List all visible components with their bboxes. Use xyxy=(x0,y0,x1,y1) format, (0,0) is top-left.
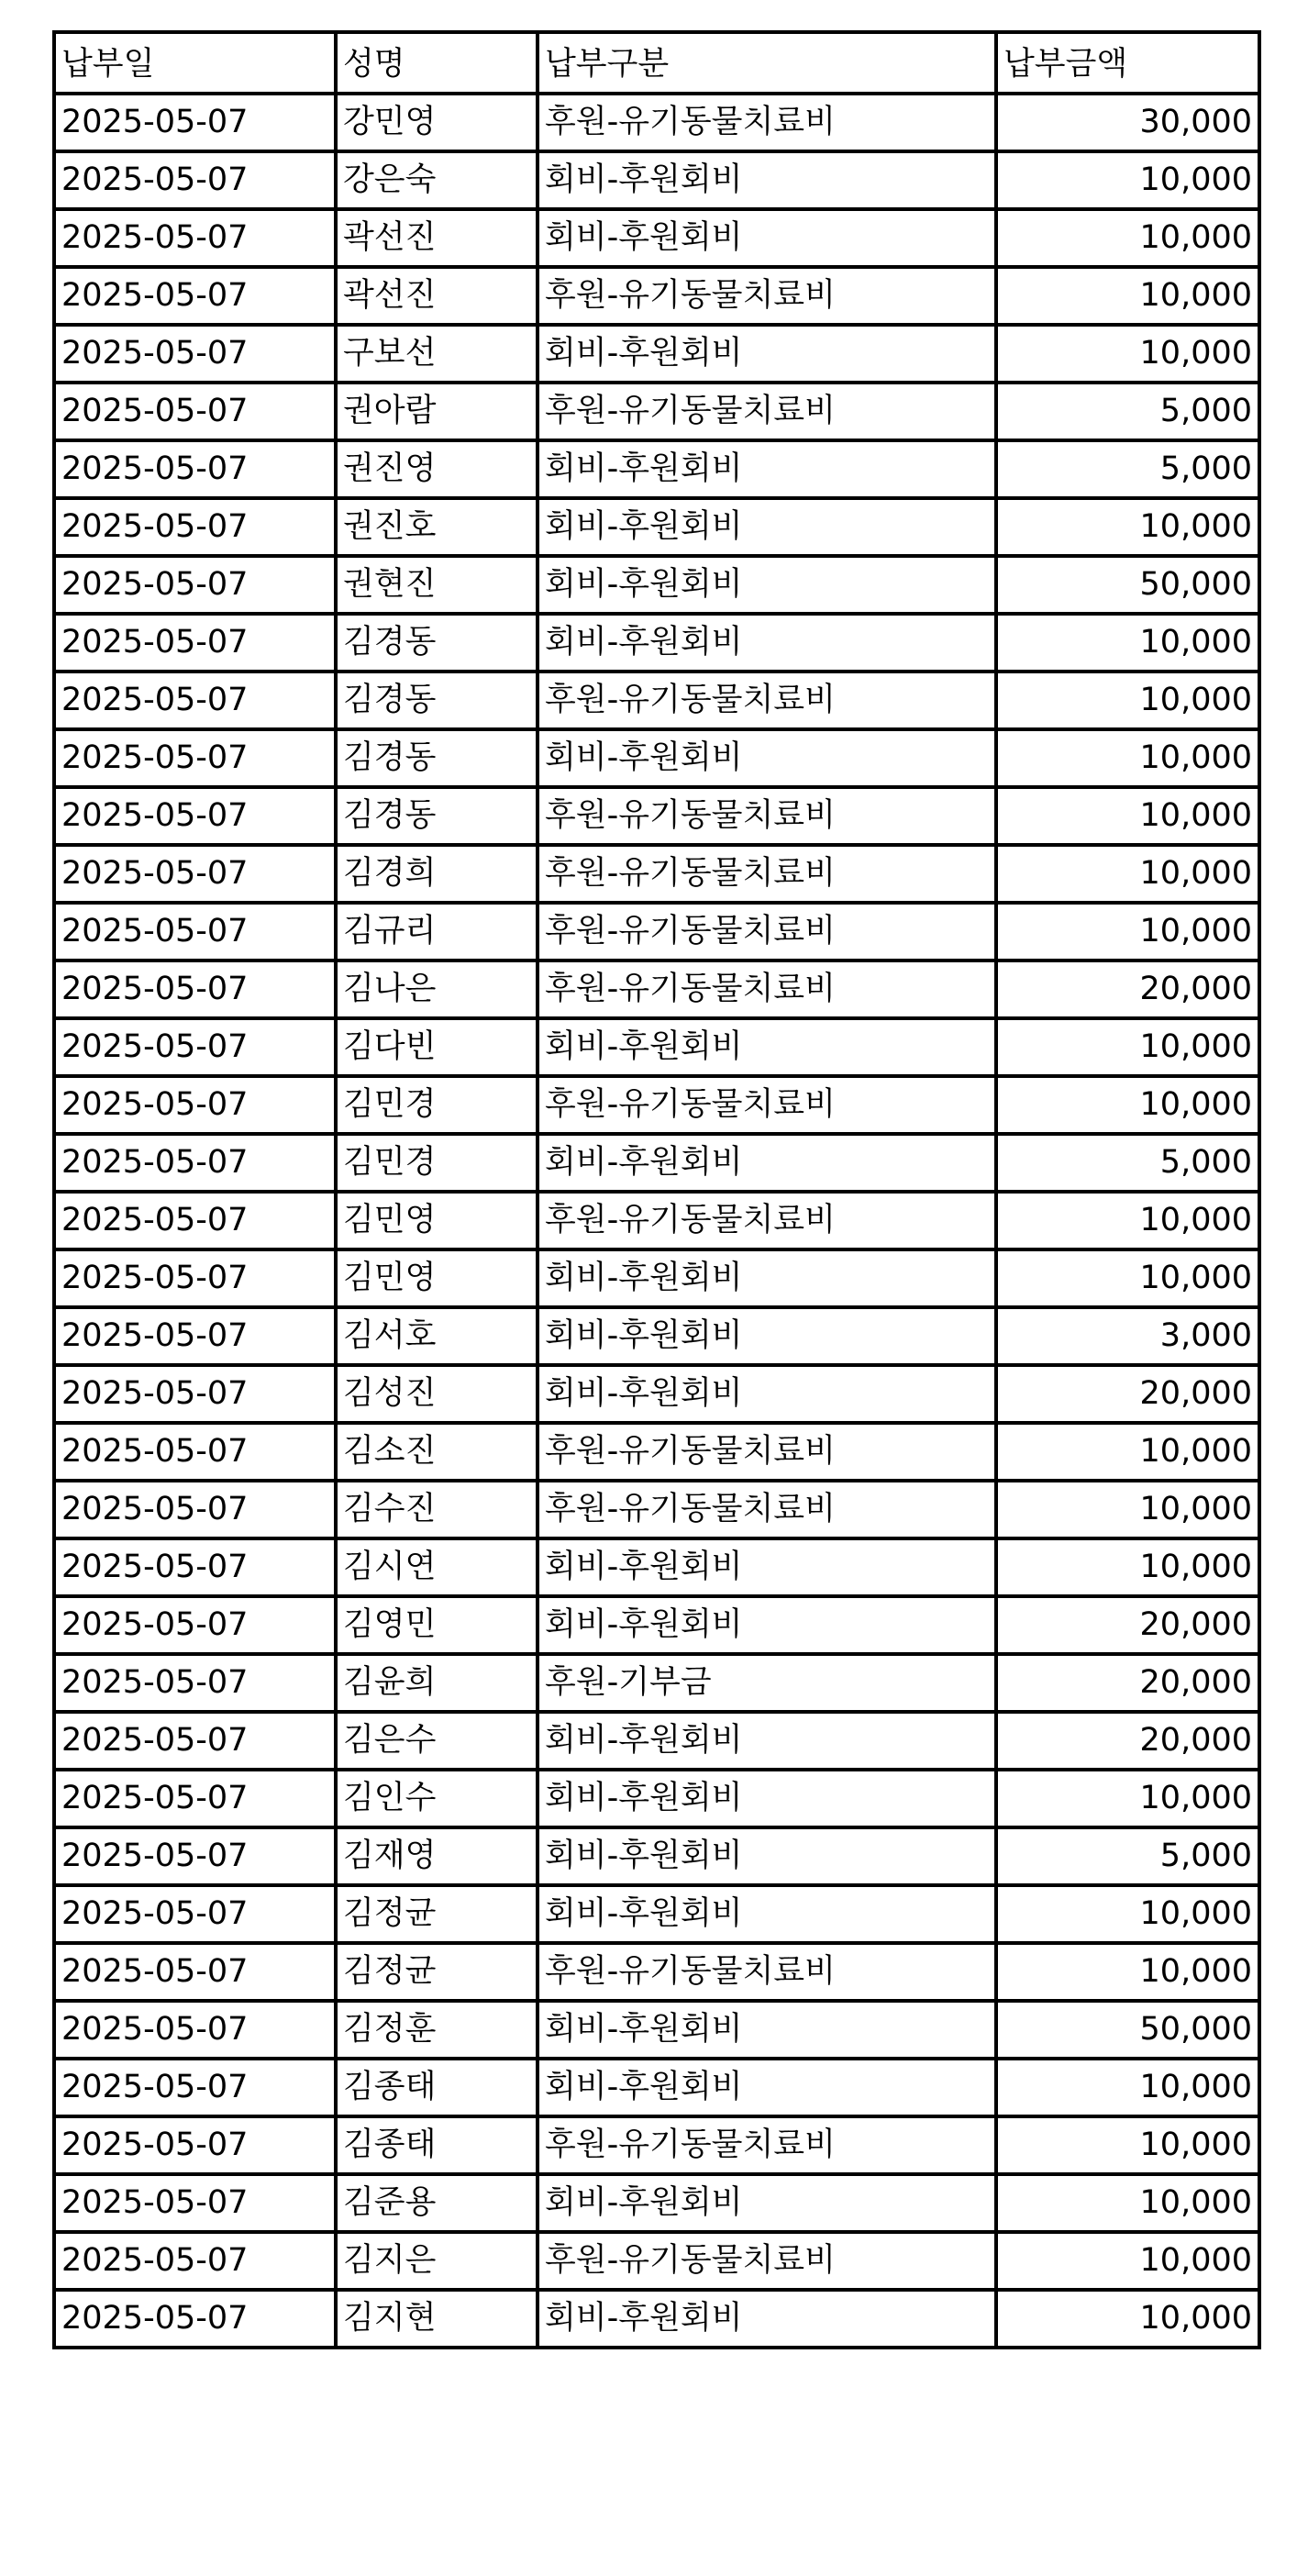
cell-payment-amount: 10,000 xyxy=(996,2290,1259,2348)
cell-payment-amount: 10,000 xyxy=(996,1538,1259,1596)
cell-name: 김종태 xyxy=(336,2116,538,2174)
cell-name: 강민영 xyxy=(336,94,538,151)
cell-name: 김정균 xyxy=(336,1885,538,1943)
cell-name: 김경동 xyxy=(336,614,538,672)
table-row xyxy=(54,1885,1259,1943)
cell-name: 김경희 xyxy=(336,845,538,903)
cell-payment-date: 2025-05-07 xyxy=(54,1134,336,1192)
cell-payment-amount: 5,000 xyxy=(996,1827,1259,1885)
cell-payment-date: 2025-05-07 xyxy=(54,498,336,556)
cell-name: 권아람 xyxy=(336,383,538,440)
table-row xyxy=(54,2116,1259,2174)
cell-name: 김재영 xyxy=(336,1827,538,1885)
cell-name: 김민경 xyxy=(336,1076,538,1134)
cell-payment-date: 2025-05-07 xyxy=(54,903,336,960)
cell-payment-date: 2025-05-07 xyxy=(54,1770,336,1827)
cell-payment-date: 2025-05-07 xyxy=(54,2290,336,2348)
cell-payment-date: 2025-05-07 xyxy=(54,1249,336,1307)
cell-payment-amount: 10,000 xyxy=(996,1076,1259,1134)
cell-name: 김민영 xyxy=(336,1192,538,1249)
cell-payment-amount: 10,000 xyxy=(996,1192,1259,1249)
table-row xyxy=(54,94,1259,151)
cell-payment-type: 회비-후원회비 xyxy=(538,2290,996,2348)
cell-payment-type: 후원-유기동물치료비 xyxy=(538,1076,996,1134)
cell-payment-amount: 10,000 xyxy=(996,267,1259,325)
cell-payment-date: 2025-05-07 xyxy=(54,1481,336,1538)
cell-name: 권진호 xyxy=(336,498,538,556)
table-row xyxy=(54,2232,1259,2290)
cell-payment-amount: 20,000 xyxy=(996,1712,1259,1770)
cell-name: 강은숙 xyxy=(336,151,538,209)
cell-payment-type: 회비-후원회비 xyxy=(538,1596,996,1654)
cell-payment-date: 2025-05-07 xyxy=(54,614,336,672)
table-row xyxy=(54,729,1259,787)
cell-payment-type: 후원-유기동물치료비 xyxy=(538,267,996,325)
cell-name: 김민영 xyxy=(336,1249,538,1307)
cell-payment-amount: 10,000 xyxy=(996,1249,1259,1307)
cell-name: 김경동 xyxy=(336,672,538,729)
cell-payment-amount: 10,000 xyxy=(996,2116,1259,2174)
cell-name: 김경동 xyxy=(336,787,538,845)
cell-payment-type: 회비-후원회비 xyxy=(538,2001,996,2059)
table-row xyxy=(54,383,1259,440)
cell-payment-amount: 10,000 xyxy=(996,151,1259,209)
table-header xyxy=(54,32,1259,94)
cell-payment-date: 2025-05-07 xyxy=(54,267,336,325)
cell-payment-amount: 50,000 xyxy=(996,556,1259,614)
cell-payment-amount: 10,000 xyxy=(996,903,1259,960)
cell-payment-type: 회비-후원회비 xyxy=(538,2174,996,2232)
cell-payment-type: 회비-후원회비 xyxy=(538,1018,996,1076)
cell-payment-amount: 5,000 xyxy=(996,383,1259,440)
table-row xyxy=(54,1307,1259,1365)
cell-payment-date: 2025-05-07 xyxy=(54,383,336,440)
cell-payment-date: 2025-05-07 xyxy=(54,1076,336,1134)
cell-payment-type: 회비-후원회비 xyxy=(538,1134,996,1192)
table-row xyxy=(54,1018,1259,1076)
cell-payment-date: 2025-05-07 xyxy=(54,209,336,267)
cell-payment-type: 회비-후원회비 xyxy=(538,1827,996,1885)
cell-name: 김윤희 xyxy=(336,1654,538,1712)
cell-payment-type: 후원-유기동물치료비 xyxy=(538,845,996,903)
cell-payment-amount: 3,000 xyxy=(996,1307,1259,1365)
table-row xyxy=(54,1134,1259,1192)
cell-payment-date: 2025-05-07 xyxy=(54,556,336,614)
cell-payment-date: 2025-05-07 xyxy=(54,1654,336,1712)
cell-payment-amount: 10,000 xyxy=(996,498,1259,556)
cell-payment-amount: 20,000 xyxy=(996,1654,1259,1712)
table-body xyxy=(54,94,1259,2348)
cell-payment-type: 회비-후원회비 xyxy=(538,556,996,614)
cell-payment-date: 2025-05-07 xyxy=(54,1423,336,1481)
cell-payment-type: 후원-유기동물치료비 xyxy=(538,1943,996,2001)
table-row xyxy=(54,614,1259,672)
cell-payment-amount: 20,000 xyxy=(996,960,1259,1018)
cell-name: 김지현 xyxy=(336,2290,538,2348)
cell-payment-date: 2025-05-07 xyxy=(54,1365,336,1423)
cell-name: 김지은 xyxy=(336,2232,538,2290)
cell-payment-amount: 10,000 xyxy=(996,1481,1259,1538)
cell-name: 김수진 xyxy=(336,1481,538,1538)
table-row xyxy=(54,672,1259,729)
cell-payment-type: 후원-유기동물치료비 xyxy=(538,1481,996,1538)
table-row xyxy=(54,2290,1259,2348)
cell-name: 김나은 xyxy=(336,960,538,1018)
table-row xyxy=(54,960,1259,1018)
cell-name: 김정훈 xyxy=(336,2001,538,2059)
table-row xyxy=(54,440,1259,498)
cell-payment-type: 후원-유기동물치료비 xyxy=(538,672,996,729)
cell-payment-type: 회비-후원회비 xyxy=(538,151,996,209)
cell-payment-date: 2025-05-07 xyxy=(54,729,336,787)
table-row xyxy=(54,325,1259,383)
header-payment-type: 납부구분 xyxy=(538,32,996,94)
cell-payment-date: 2025-05-07 xyxy=(54,1596,336,1654)
table-row xyxy=(54,498,1259,556)
cell-payment-type: 회비-후원회비 xyxy=(538,2059,996,2116)
cell-payment-type: 후원-유기동물치료비 xyxy=(538,383,996,440)
cell-payment-date: 2025-05-07 xyxy=(54,1827,336,1885)
table-row xyxy=(54,1538,1259,1596)
table-row xyxy=(54,1076,1259,1134)
table-row xyxy=(54,209,1259,267)
cell-name: 김다빈 xyxy=(336,1018,538,1076)
cell-payment-amount: 10,000 xyxy=(996,729,1259,787)
cell-payment-type: 후원-유기동물치료비 xyxy=(538,2116,996,2174)
cell-name: 김소진 xyxy=(336,1423,538,1481)
cell-payment-amount: 10,000 xyxy=(996,2232,1259,2290)
cell-name: 김시연 xyxy=(336,1538,538,1596)
table-row xyxy=(54,1481,1259,1538)
cell-payment-amount: 10,000 xyxy=(996,2059,1259,2116)
cell-payment-type: 회비-후원회비 xyxy=(538,209,996,267)
cell-payment-date: 2025-05-07 xyxy=(54,1018,336,1076)
cell-payment-amount: 30,000 xyxy=(996,94,1259,151)
cell-payment-type: 회비-후원회비 xyxy=(538,1770,996,1827)
cell-name: 김규리 xyxy=(336,903,538,960)
cell-name: 김영민 xyxy=(336,1596,538,1654)
table-row xyxy=(54,787,1259,845)
table-row xyxy=(54,267,1259,325)
cell-payment-amount: 5,000 xyxy=(996,1134,1259,1192)
cell-payment-type: 회비-후원회비 xyxy=(538,1538,996,1596)
cell-payment-date: 2025-05-07 xyxy=(54,960,336,1018)
cell-payment-amount: 10,000 xyxy=(996,672,1259,729)
table-row xyxy=(54,1249,1259,1307)
cell-payment-type: 후원-유기동물치료비 xyxy=(538,960,996,1018)
cell-payment-amount: 10,000 xyxy=(996,1018,1259,1076)
table-row xyxy=(54,1943,1259,2001)
cell-payment-type: 후원-유기동물치료비 xyxy=(538,94,996,151)
cell-payment-type: 회비-후원회비 xyxy=(538,1365,996,1423)
table-row xyxy=(54,1596,1259,1654)
cell-payment-type: 후원-유기동물치료비 xyxy=(538,1423,996,1481)
cell-name: 김종태 xyxy=(336,2059,538,2116)
cell-payment-amount: 10,000 xyxy=(996,1943,1259,2001)
header-payment-amount: 납부금액 xyxy=(996,32,1259,94)
cell-payment-amount: 10,000 xyxy=(996,1423,1259,1481)
cell-payment-date: 2025-05-07 xyxy=(54,1538,336,1596)
table-row xyxy=(54,1827,1259,1885)
cell-payment-amount: 10,000 xyxy=(996,1770,1259,1827)
cell-payment-amount: 10,000 xyxy=(996,325,1259,383)
cell-payment-type: 후원-유기동물치료비 xyxy=(538,787,996,845)
table-row xyxy=(54,556,1259,614)
cell-payment-type: 후원-유기동물치료비 xyxy=(538,903,996,960)
table-row xyxy=(54,151,1259,209)
payment-ledger-table xyxy=(52,30,1261,2349)
cell-payment-date: 2025-05-07 xyxy=(54,672,336,729)
cell-name: 권현진 xyxy=(336,556,538,614)
header-name: 성명 xyxy=(336,32,538,94)
cell-payment-date: 2025-05-07 xyxy=(54,1307,336,1365)
table-row xyxy=(54,903,1259,960)
cell-payment-date: 2025-05-07 xyxy=(54,94,336,151)
cell-payment-date: 2025-05-07 xyxy=(54,1712,336,1770)
cell-payment-date: 2025-05-07 xyxy=(54,2059,336,2116)
cell-payment-date: 2025-05-07 xyxy=(54,2174,336,2232)
cell-payment-date: 2025-05-07 xyxy=(54,1943,336,2001)
cell-name: 김경동 xyxy=(336,729,538,787)
cell-payment-amount: 20,000 xyxy=(996,1365,1259,1423)
cell-payment-date: 2025-05-07 xyxy=(54,845,336,903)
cell-name: 김은수 xyxy=(336,1712,538,1770)
table-row xyxy=(54,1192,1259,1249)
cell-name: 김준용 xyxy=(336,2174,538,2232)
cell-name: 김정균 xyxy=(336,1943,538,2001)
cell-name: 곽선진 xyxy=(336,267,538,325)
cell-name: 김인수 xyxy=(336,1770,538,1827)
cell-payment-type: 회비-후원회비 xyxy=(538,729,996,787)
cell-payment-amount: 5,000 xyxy=(996,440,1259,498)
header-row xyxy=(54,32,1259,94)
cell-name: 권진영 xyxy=(336,440,538,498)
cell-payment-type: 회비-후원회비 xyxy=(538,614,996,672)
cell-payment-type: 회비-후원회비 xyxy=(538,1249,996,1307)
table-row xyxy=(54,2001,1259,2059)
cell-payment-type: 회비-후원회비 xyxy=(538,325,996,383)
cell-payment-amount: 10,000 xyxy=(996,209,1259,267)
cell-payment-type: 회비-후원회비 xyxy=(538,1307,996,1365)
cell-payment-amount: 50,000 xyxy=(996,2001,1259,2059)
cell-payment-date: 2025-05-07 xyxy=(54,2116,336,2174)
cell-payment-amount: 10,000 xyxy=(996,845,1259,903)
cell-name: 김민경 xyxy=(336,1134,538,1192)
table-row xyxy=(54,1423,1259,1481)
cell-name: 김서호 xyxy=(336,1307,538,1365)
table-row xyxy=(54,1770,1259,1827)
cell-payment-type: 후원-기부금 xyxy=(538,1654,996,1712)
cell-payment-date: 2025-05-07 xyxy=(54,440,336,498)
cell-payment-amount: 10,000 xyxy=(996,1885,1259,1943)
cell-payment-type: 후원-유기동물치료비 xyxy=(538,1192,996,1249)
cell-payment-amount: 20,000 xyxy=(996,1596,1259,1654)
cell-payment-date: 2025-05-07 xyxy=(54,2001,336,2059)
cell-payment-amount: 10,000 xyxy=(996,787,1259,845)
cell-payment-type: 후원-유기동물치료비 xyxy=(538,2232,996,2290)
cell-name: 김성진 xyxy=(336,1365,538,1423)
table-row xyxy=(54,1654,1259,1712)
cell-payment-type: 회비-후원회비 xyxy=(538,498,996,556)
cell-payment-amount: 10,000 xyxy=(996,2174,1259,2232)
header-payment-date: 납부일 xyxy=(54,32,336,94)
table-row xyxy=(54,1365,1259,1423)
cell-payment-date: 2025-05-07 xyxy=(54,2232,336,2290)
cell-payment-date: 2025-05-07 xyxy=(54,151,336,209)
cell-payment-date: 2025-05-07 xyxy=(54,787,336,845)
cell-payment-type: 회비-후원회비 xyxy=(538,1712,996,1770)
cell-payment-date: 2025-05-07 xyxy=(54,1192,336,1249)
cell-payment-date: 2025-05-07 xyxy=(54,325,336,383)
table-row xyxy=(54,2059,1259,2116)
cell-payment-type: 회비-후원회비 xyxy=(538,440,996,498)
cell-payment-type: 회비-후원회비 xyxy=(538,1885,996,1943)
cell-payment-amount: 10,000 xyxy=(996,614,1259,672)
cell-payment-date: 2025-05-07 xyxy=(54,1885,336,1943)
table-row xyxy=(54,1712,1259,1770)
table-row xyxy=(54,2174,1259,2232)
cell-name: 구보선 xyxy=(336,325,538,383)
cell-name: 곽선진 xyxy=(336,209,538,267)
table-row xyxy=(54,845,1259,903)
